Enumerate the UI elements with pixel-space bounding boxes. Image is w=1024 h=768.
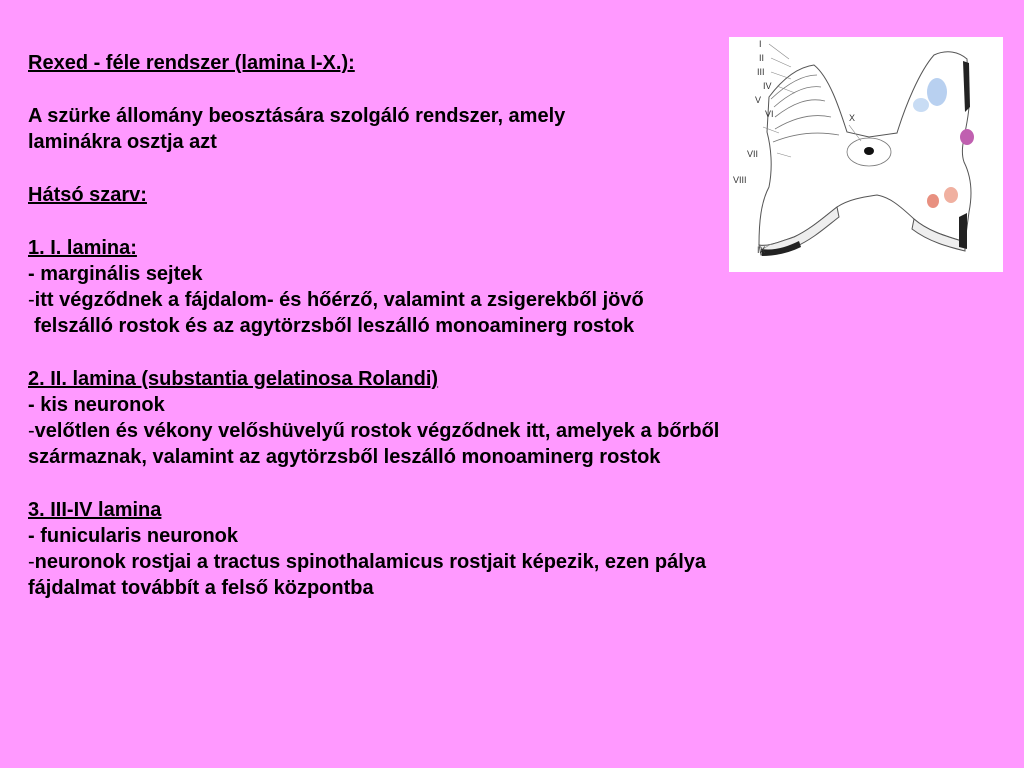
lamina-label-ix: IX bbox=[757, 245, 766, 255]
lamina-label-iii: III bbox=[757, 67, 765, 77]
leader-line bbox=[771, 58, 791, 67]
spinal-cord-diagram bbox=[729, 37, 1003, 272]
lamina-label-v: V bbox=[755, 95, 762, 105]
section-2-item-1: - kis neuronok bbox=[28, 394, 165, 416]
dorsal-horn-heading: Hátsó szarv: bbox=[28, 184, 147, 206]
dorsal-nucleus-blue-2 bbox=[913, 98, 929, 112]
section-2-item-2-text: velőtlen és vékony velőshüvelyű rostok végződnek itt, amelyek a bőrből bbox=[34, 420, 720, 442]
section-1-item-2-text: itt végződnek a fájdalom- és hőérző, valamint a zsigerekből jövő bbox=[34, 289, 644, 311]
section-3-item-2 bbox=[28, 549, 928, 575]
dash: - bbox=[28, 420, 35, 442]
section-3-heading: 3. III-IV lamina bbox=[28, 499, 162, 521]
section-1-heading: 1. I. lamina: bbox=[28, 237, 137, 259]
ventral-edge-stripe bbox=[959, 213, 967, 249]
leader-line bbox=[771, 72, 791, 79]
section-3-item-2-cont: fájdalmat továbbít a felső központba bbox=[28, 577, 374, 599]
lamina-label-iv: IV bbox=[763, 81, 772, 91]
lamina-label-vii: VII bbox=[747, 149, 759, 159]
leader-line bbox=[769, 44, 789, 59]
ventral-nucleus-red-1 bbox=[927, 194, 939, 208]
section-2-item-2-cont: származnak, valamint az agytörzsből leszálló monoaminerg rostok bbox=[28, 446, 661, 468]
section-1-item-2-cont: felszálló rostok és az agytörzsből leszálló monoaminerg rostok bbox=[34, 315, 635, 337]
spinal-cord-svg bbox=[729, 37, 1003, 272]
section-1-item-2 bbox=[28, 287, 928, 313]
section-2-heading: 2. II. lamina (substantia gelatinosa Rolandi) bbox=[28, 368, 439, 390]
slide-title: Rexed - féle rendszer (lamina I-X.): bbox=[28, 52, 355, 74]
lateral-nucleus-purple bbox=[960, 129, 974, 145]
lamina-label-i: I bbox=[759, 39, 762, 49]
ventral-nucleus-red-2 bbox=[944, 187, 958, 203]
section-2-item-2 bbox=[28, 418, 928, 444]
section-3-item-2-text: neuronok rostjai a tractus spinothalamicus rostjait képezik, ezen pálya bbox=[34, 551, 706, 573]
lamina-label-x: X bbox=[849, 113, 856, 123]
lamina-label-viii: VIII bbox=[733, 175, 747, 185]
intro-line-2: laminákra osztja azt bbox=[28, 131, 217, 153]
intro-line-1: A szürke állomány beosztására szolgáló rendszer, amely bbox=[28, 105, 566, 127]
section-3-item-1: - funicularis neuronok bbox=[28, 525, 239, 547]
lamina-label-vi: VI bbox=[765, 109, 774, 119]
lamina-label-ii: II bbox=[759, 53, 765, 63]
dorsal-nucleus-blue-1 bbox=[927, 78, 947, 106]
central-canal bbox=[864, 147, 874, 155]
dash: - bbox=[28, 289, 35, 311]
dash: - bbox=[28, 551, 35, 573]
section-1-item-1: - marginális sejtek bbox=[28, 263, 203, 285]
